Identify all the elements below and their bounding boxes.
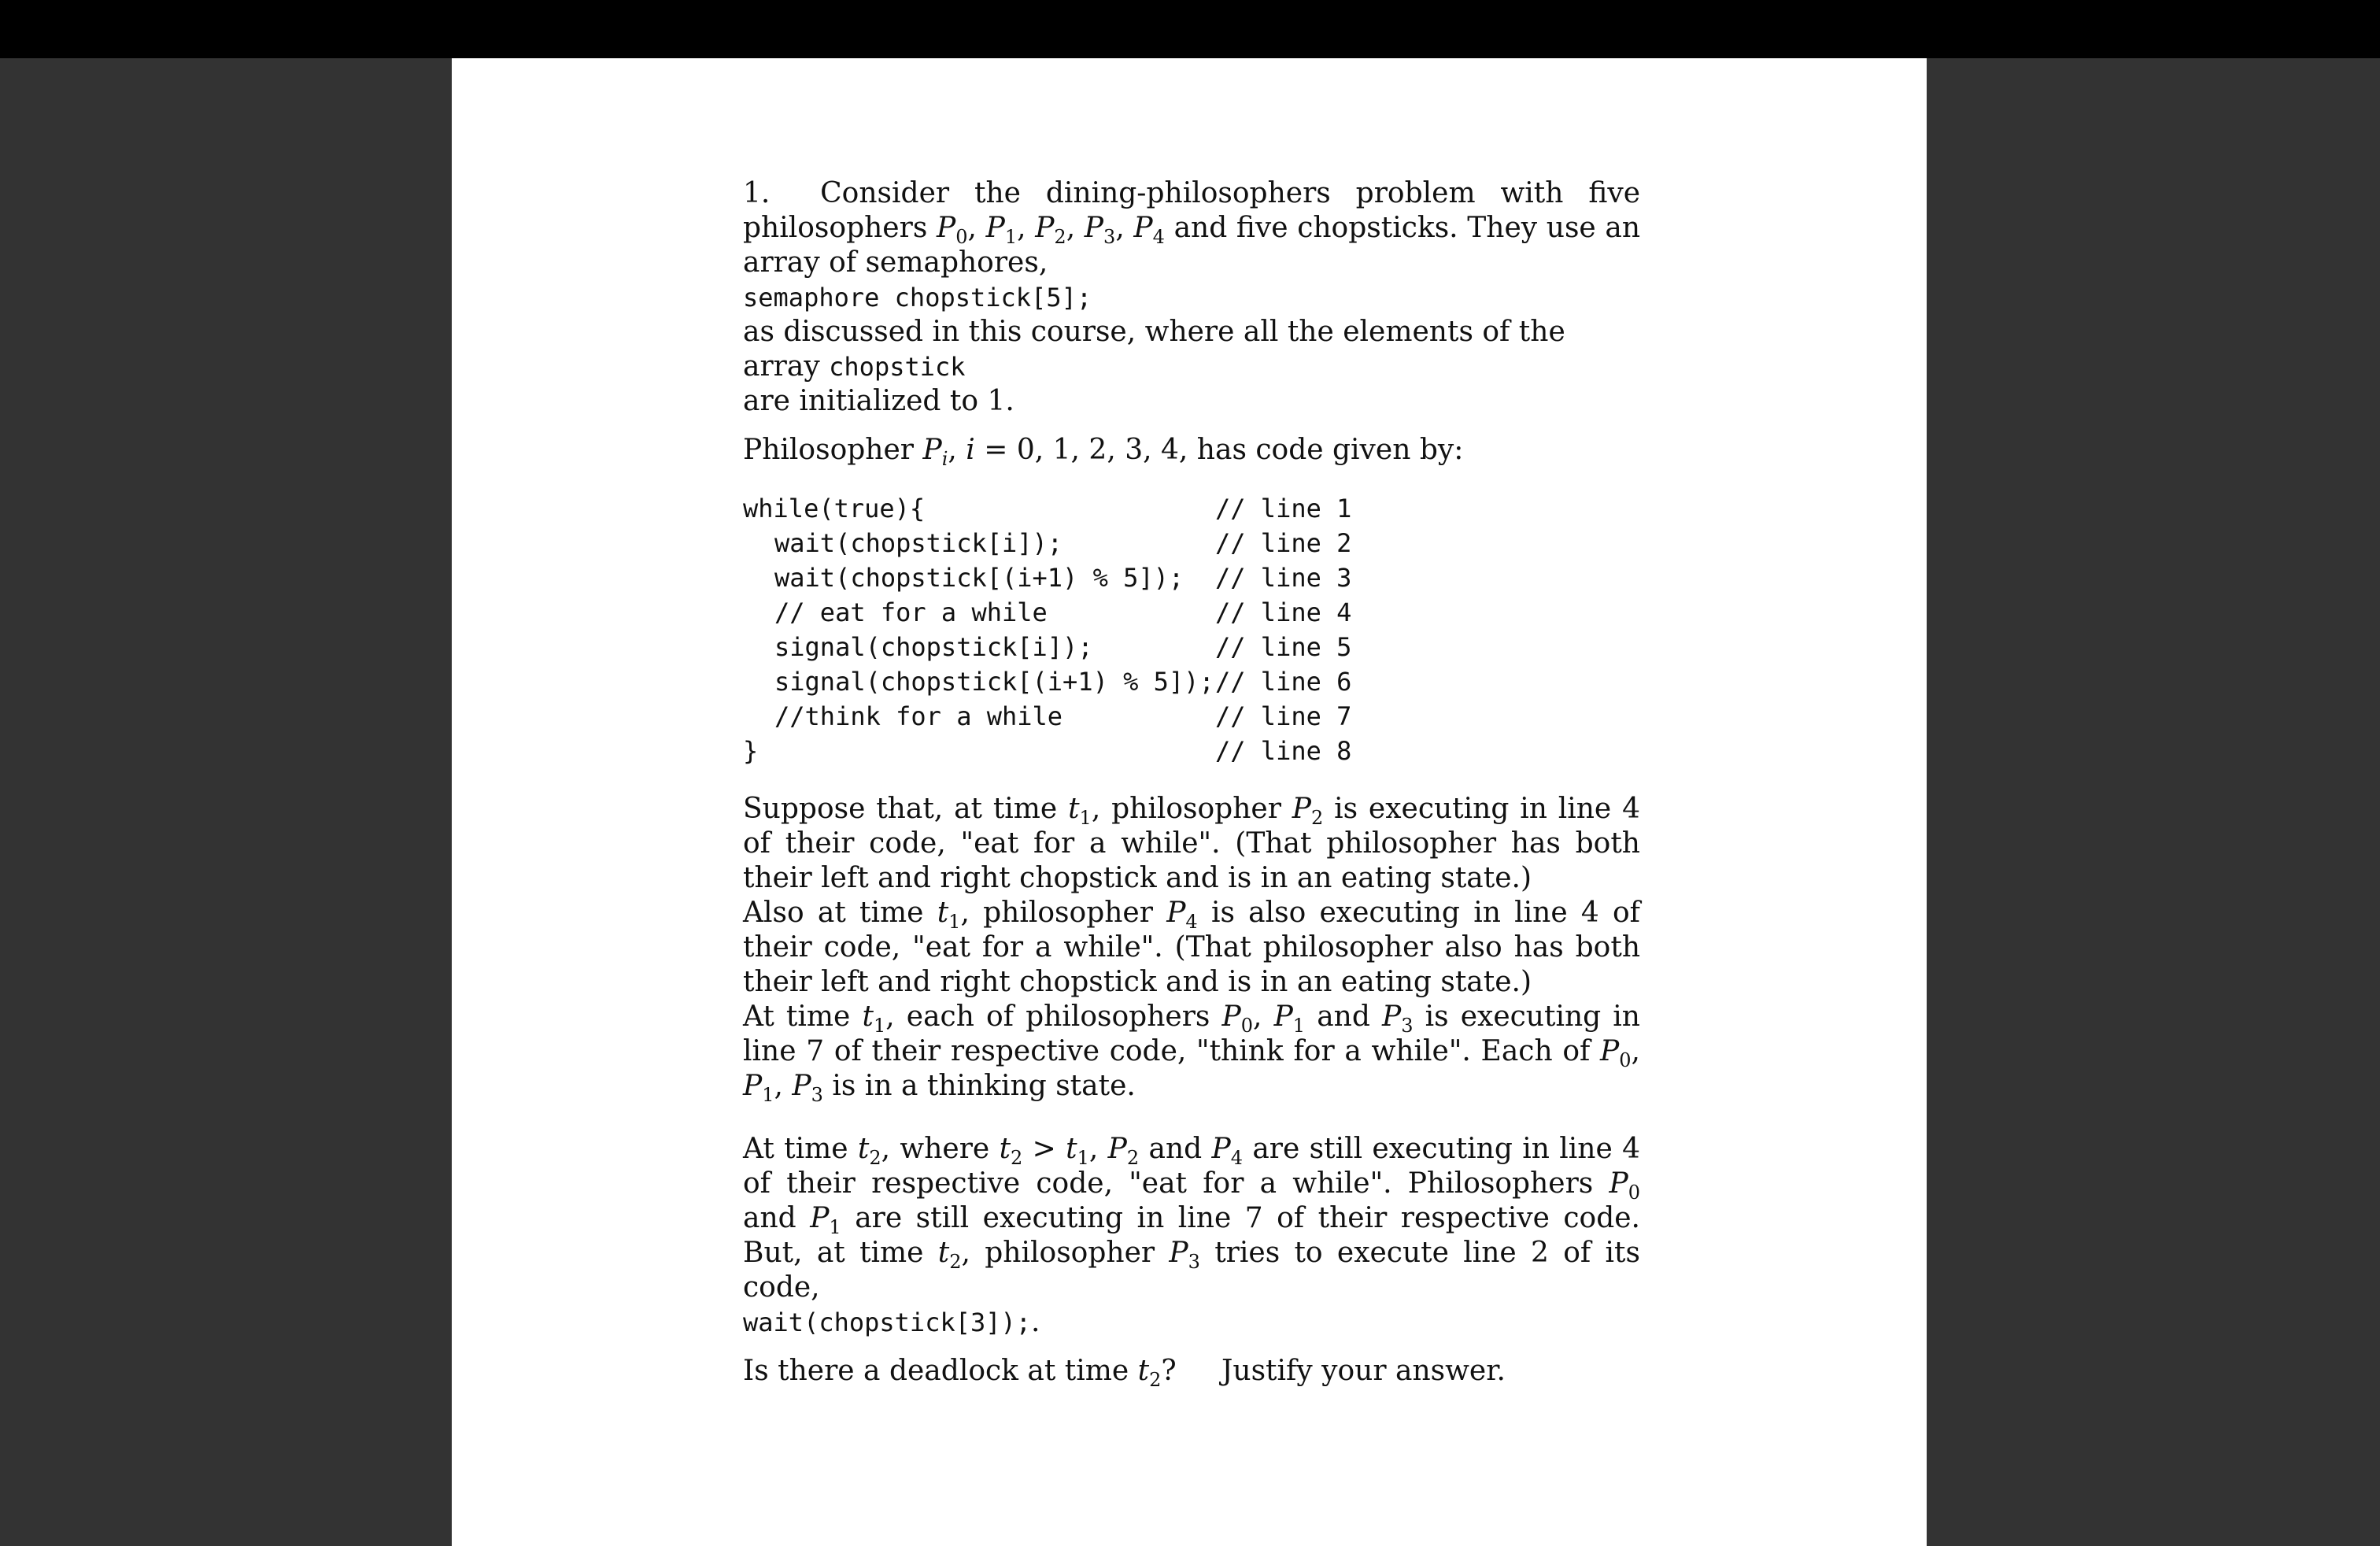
scenario-paragraph-2: Also at time $t_1$, philosopher $P_4$ is also executing in line 4 of their code, "eat for a while". (That philosopher also has both their left and right chopstick and is in an eating state.) [743,897,1640,998]
question-content [743,176,1641,1392]
code-line-comment: // line 5 [1215,632,1352,662]
window-top-bar [0,0,2380,58]
code-statement: // eat for a while [774,597,1048,627]
code-line-comment: // line 6 [1215,667,1352,697]
array-name: chopstick [829,352,966,382]
philosopher-code-block [743,491,1640,768]
code-line-comment: // line 8 [1215,736,1352,766]
document-page [452,58,1927,1546]
code-line [743,734,1640,768]
initialization-note: are initialized to 1. [743,385,1014,417]
code-line [743,664,1640,699]
code-line [743,630,1640,664]
viewer-left-margin [0,58,452,1546]
code-line-comment: // line 2 [1215,528,1352,558]
wait-statement: wait(chopstick[3]);. [743,1306,1040,1338]
question-number: 1. [743,177,771,209]
code-line-comment: // line 3 [1215,563,1352,593]
question-intro: 1. Consider the dining-philosophers problem with five philosophers $P_0$, $P_1$, $P_2$, $P_3$, $P_4$ and five chopsticks. They use an array of semaphores, [743,177,1641,279]
code-statement: wait(chopstick[(i+1) % 5]); [774,563,1184,593]
code-line [743,526,1640,560]
code-line [743,595,1640,630]
scenario-paragraph-4: At time $t_2$, where $t_2 > t_1$, $P_2$ and $P_4$ are still executing in line 4 of their respective code, "eat for a while". Philosophers $P_0$ and $P_1$ are still executing in line 7 of their respective code. But, at time $t_2$, philosopher $P_3$ tries to execute line 2 of its code, [743,1133,1640,1304]
code-line [743,491,1640,526]
code-statement: signal(chopstick[(i+1) % 5]); [774,667,1214,697]
code-line-comment: // line 1 [1215,494,1352,523]
philosopher-list: $P_0$, $P_1$, $P_2$, $P_3$, $P_4$ [936,212,1165,249]
semaphore-declaration: semaphore chopstick[5]; [743,283,1092,313]
final-question: Is there a deadlock at time $t_2$? Justify your answer. [743,1355,1506,1392]
code-statement: //think for a while [774,701,1063,731]
code-statement: while(true){ [743,494,926,523]
code-line-comment: // line 4 [1215,597,1352,627]
viewer-right-margin [1927,58,2380,1546]
question-intro-continued: as discussed in this course, where all the elements of the array chopstick [743,316,1565,383]
code-statement: wait(chopstick[i]); [774,528,1063,558]
scenario-paragraph-1: Suppose that, at time $t_1$, philosopher $P_2$ is executing in line 4 of their code, "eat for a while". (That philosopher has both their left and right chopstick and is in an eating state.) [743,793,1640,894]
code-statement: } [743,736,759,766]
scenario-paragraph-3: At time $t_1$, each of philosophers $P_0$, $P_1$ and $P_3$ is executing in line 7 of their respective code, "think for a while". Each of $P_0$, $P_1$, $P_3$ is in a thinking state. [743,1000,1640,1107]
code-line-comment: // line 7 [1215,701,1352,731]
code-line [743,699,1640,734]
code-intro: Philosopher $P_i$, i = 0, 1, 2, 3, 4, has code given by: [743,434,1464,471]
final-instruction: Justify your answer. [1221,1355,1506,1387]
code-statement: signal(chopstick[i]); [774,632,1093,662]
code-line [743,560,1640,595]
